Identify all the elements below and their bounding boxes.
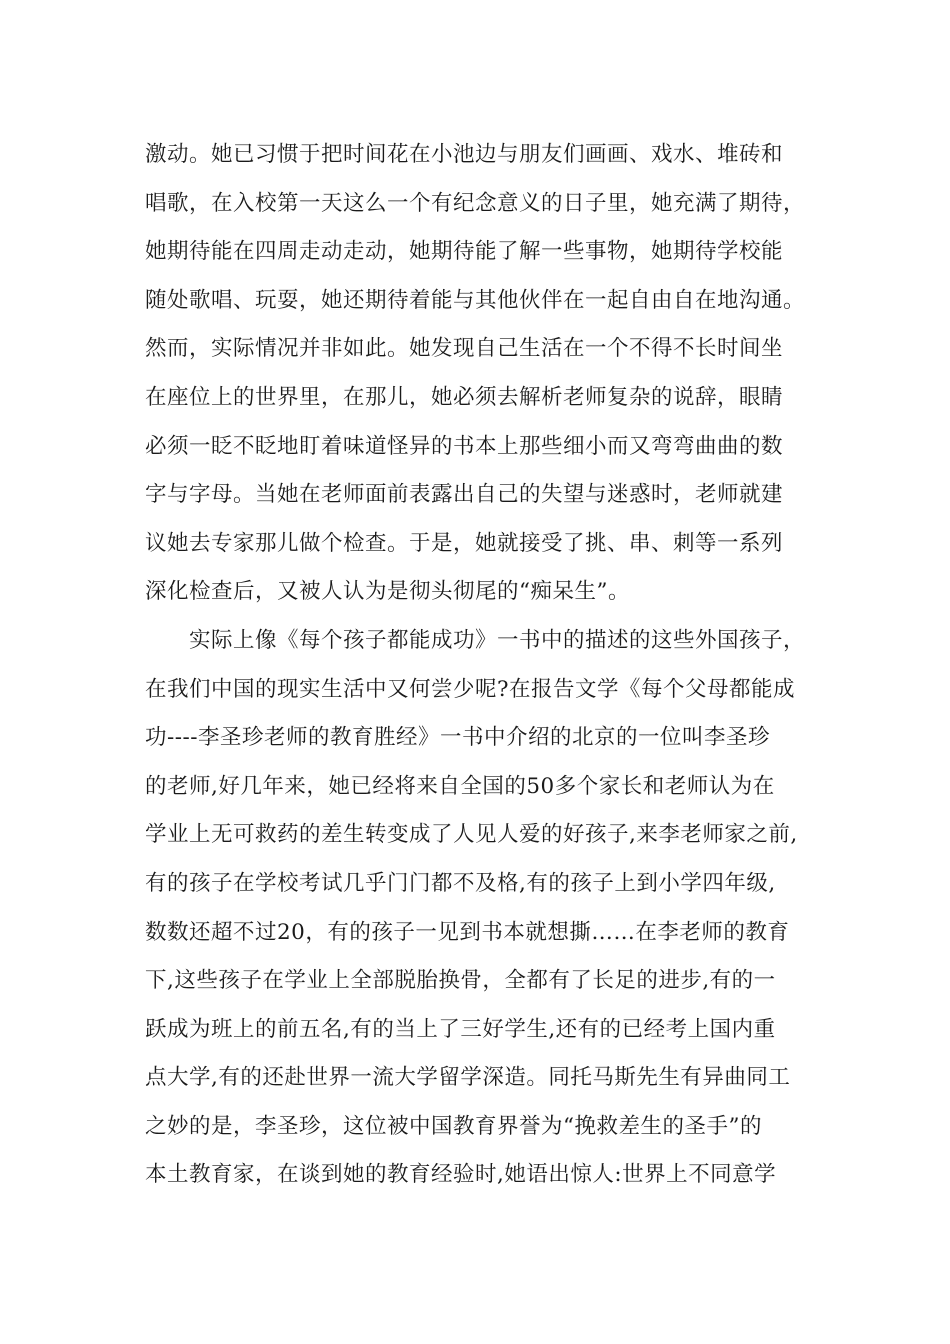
- text-line: 在我们中国的现实生活中又何尝少呢?在报告文学《每个父母都能成: [145, 676, 796, 702]
- text-line: 议她去专家那儿做个检查。于是，她就接受了挑、串、刺等一系列: [145, 530, 784, 556]
- text-line: 然而，实际情况并非如此。她发现自己生活在一个不得不长时间坐: [145, 336, 784, 362]
- text-line: 激动。她已习惯于把时间花在小池边与朋友们画画、戏水、堆砖和: [145, 142, 784, 167]
- text-line: 字与字母。当她在老师面前表露出自己的失望与迷惑时，老师就建: [145, 482, 784, 508]
- text-line: 点大学,有的还赴世界一流大学留学深造。同托马斯先生有异曲同工: [145, 1065, 791, 1091]
- text-line: 深化检查后，又被人认为是彻头彻尾的“痴呆生”。: [145, 579, 630, 605]
- text-line: 在座位上的世界里，在那儿，她必须去解析老师复杂的说辞，眼睛: [145, 384, 784, 410]
- text-line: 有的孩子在学校考试几乎门门都不及格,有的孩子上到小学四年级,: [145, 870, 776, 896]
- text-line: 之妙的是，李圣珍，这位被中国教育界誉为“挽救差生的圣手”的: [145, 1113, 762, 1139]
- paragraph-first-line: 实际上像《每个孩子都能成功》一书中的描述的这些外国孩子，: [189, 627, 806, 653]
- text-line: 唱歌，在入校第一天这么一个有纪念意义的日子里，她充满了期待，: [145, 190, 806, 216]
- text-line: 的老师,好几年来，她已经将来自全国的50多个家长和老师认为在: [145, 773, 775, 799]
- text-line: 数数还超不过20，有的孩子一见到书本就想撕……在李老师的教育: [145, 919, 790, 945]
- text-line: 她期待能在四周走动走动，她期待能了解一些事物，她期待学校能: [145, 239, 784, 265]
- text-line: 下,这些孩子在学业上全部脱胎换骨，全都有了长足的进步,有的一: [145, 968, 776, 994]
- text-line: 功----李圣珍老师的教育胜经》一书中介绍的北京的一位叫李圣珍: [145, 725, 771, 751]
- text-line: 随处歌唱、玩耍，她还期待着能与其他伙伴在一起自由自在地沟通。: [145, 287, 806, 313]
- text-line: 本土教育家，在谈到她的教育经验时,她语出惊人:世界上不同意学: [145, 1162, 777, 1188]
- text-line: 学业上无可救药的差生转变成了人见人爱的好孩子,来李老师家之前,: [145, 822, 798, 848]
- text-line: 必须一眨不眨地盯着味道怪异的书本上那些细小而又弯弯曲曲的数: [145, 433, 784, 459]
- body-text: [145, 131, 825, 1200]
- text-line: 跃成为班上的前五名,有的当上了三好学生,还有的已经考上国内重: [145, 1016, 776, 1042]
